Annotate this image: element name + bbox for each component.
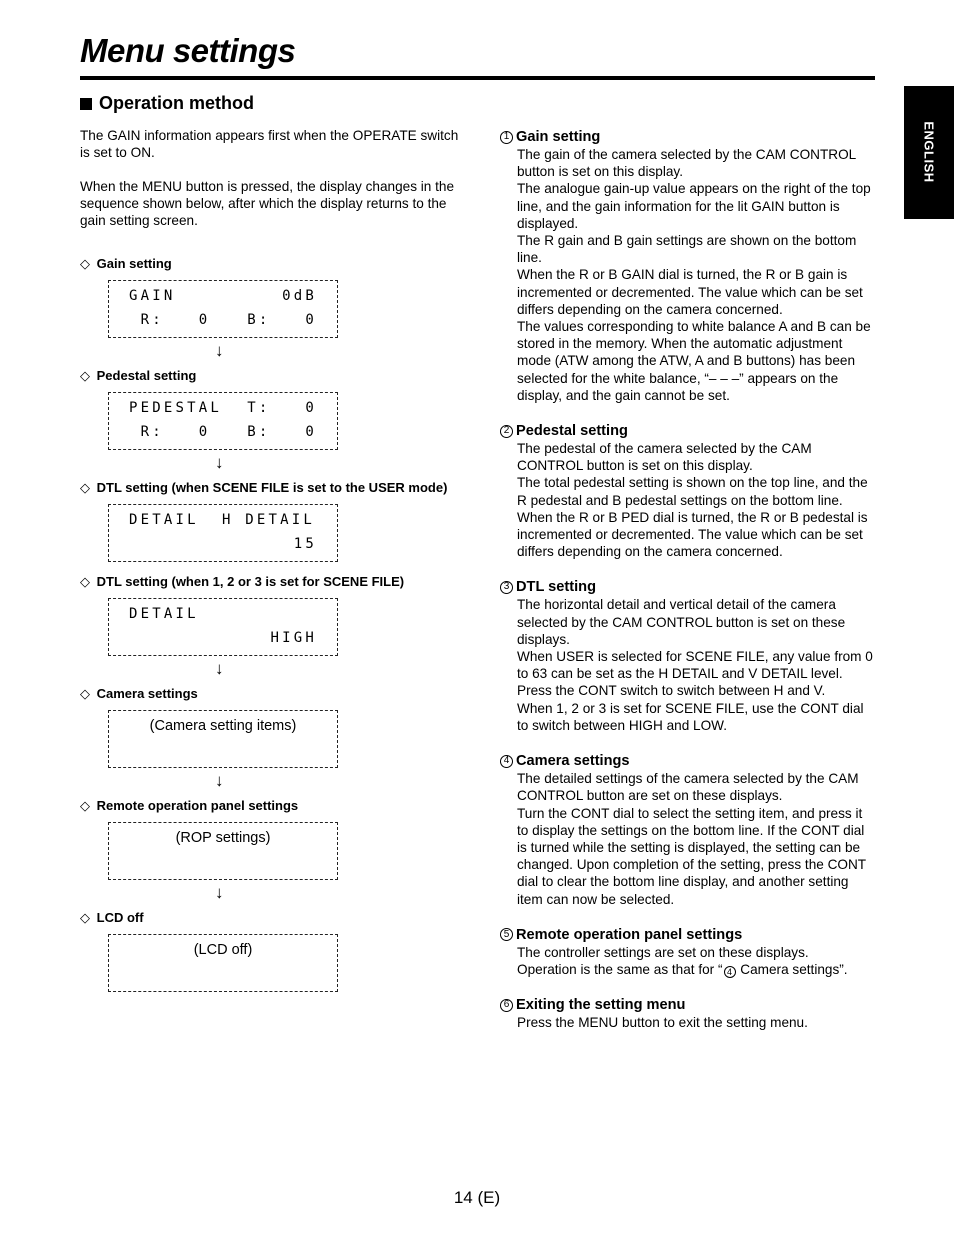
- detail-heading-text: Pedestal setting: [516, 423, 628, 440]
- detail-paragraph: The pedestal of the camera selected by the CAM CONTROL button is set on this display.: [517, 441, 812, 474]
- down-arrow-icon: ↓: [215, 341, 224, 360]
- lcd-line2-left: R: 0: [129, 312, 211, 328]
- lcd-line1-left: DETAIL H DETAIL: [129, 512, 316, 528]
- detail-paragraph: When 1, 2 or 3 is set for SCENE FILE, use the CONT dial to switch between HIGH and LOW.: [517, 700, 864, 733]
- detail-gain: [500, 128, 876, 404]
- lcd-display-dtl-scene: [108, 598, 338, 656]
- diamond-icon: ◇: [80, 686, 90, 701]
- sequence-label-text: Pedestal setting: [96, 368, 197, 383]
- detail-paragraph: When the R or B PED dial is turned, the R or B pedestal is incremented or decremented. The value which can be set differs depending on the camera concerned.: [517, 509, 868, 560]
- sequence-label-dtl-user: [80, 480, 447, 496]
- detail-body: [500, 440, 876, 560]
- sequence-label-text: DTL setting (when 1, 2 or 3 is set for SCENE FILE): [96, 574, 405, 589]
- sequence-label-camera: [80, 686, 198, 702]
- down-arrow-icon: ↓: [215, 659, 224, 678]
- language-tab: [904, 86, 954, 219]
- lcd-display-rop: [108, 822, 338, 880]
- sequence-label-text: Gain setting: [96, 256, 172, 271]
- lcd-display-camera: [108, 710, 338, 768]
- sequence-label-lcd-off: [80, 910, 144, 926]
- diamond-icon: ◇: [80, 798, 90, 813]
- detail-paragraph: The analogue gain-up value appears on the right of the top line, and the gain information for the lit GAIN button is displayed.: [517, 181, 871, 231]
- detail-paragraph: The horizontal detail and vertical detail of the camera selected by the CAM CONTROL button is set on these displays.: [517, 597, 846, 647]
- lcd-line2-right: 15: [293, 536, 317, 552]
- detail-paragraph: The values corresponding to white balance A and B can be stored in the memory. When the automatic adjustment mode (ATW among the ATW, A and B buttons) has been selected for the white balance, “– – –” appears on the display, and the gain cannot be set.: [517, 319, 871, 403]
- detail-heading: [500, 996, 876, 1014]
- sequence-label-dtl-scene: [80, 574, 404, 590]
- detail-heading: [500, 578, 876, 596]
- diamond-icon: ◇: [80, 368, 90, 383]
- detail-heading-text: Remote operation panel settings: [516, 926, 743, 943]
- sequence-label-text: Camera settings: [96, 686, 198, 701]
- page-number: 14 (E): [453, 1188, 501, 1207]
- circled-number-icon: 4: [724, 966, 736, 978]
- detail-paragraph: [517, 961, 876, 979]
- detail-exit: [500, 996, 876, 1031]
- page-title: Menu settings: [80, 32, 296, 69]
- diamond-icon: ◇: [80, 256, 90, 271]
- ref-text-before: Operation is the same as that for “: [517, 961, 723, 977]
- detail-paragraph: The gain of the camera selected by the CAM CONTROL button is set on this display.: [517, 147, 856, 180]
- diamond-icon: ◇: [80, 910, 90, 925]
- detail-heading: [500, 752, 876, 770]
- lcd-display-dtl-user: [108, 504, 338, 562]
- detail-rop: [500, 926, 876, 979]
- circled-number-icon: 1: [500, 131, 513, 144]
- lcd-line2-right: HIGH: [270, 630, 317, 646]
- diamond-icon: ◇: [80, 574, 90, 589]
- lcd-line1-right: T: 0: [247, 400, 317, 416]
- section-heading: [80, 93, 254, 114]
- detail-paragraph: When the R or B GAIN dial is turned, the R or B gain is incremented or decremented. The value which can be set differs depending on the camera concerned.: [517, 267, 863, 317]
- section-heading-text: Operation method: [99, 93, 255, 113]
- sequence-label-rop: [80, 798, 298, 814]
- down-arrow-icon: ↓: [215, 883, 224, 902]
- lcd-line1-right: 0dB: [282, 288, 317, 304]
- sequence-label-text: LCD off: [96, 910, 144, 925]
- lcd-display-gain: [108, 280, 338, 338]
- language-tab-label: ENGLISH: [921, 121, 937, 183]
- lcd-line2-left: R: 0: [129, 424, 211, 440]
- intro-text: [80, 127, 460, 229]
- detail-paragraph: The controller settings are set on these displays.: [517, 944, 809, 960]
- detail-heading: [500, 926, 876, 944]
- lcd-display-pedestal: [108, 392, 338, 450]
- circled-number-icon: 2: [500, 425, 513, 438]
- detail-heading-text: Exiting the setting menu: [516, 997, 686, 1014]
- sequence-label-text: DTL setting (when SCENE FILE is set to the USER mode): [96, 480, 448, 495]
- sequence-label-pedestal: [80, 368, 196, 384]
- detail-body: [500, 1014, 876, 1031]
- lcd-line1-left: PEDESTAL: [129, 400, 223, 416]
- lcd-line2-right: B: 0: [247, 424, 317, 440]
- detail-body: [500, 146, 876, 404]
- detail-paragraph: Press the MENU button to exit the setting menu.: [517, 1015, 808, 1031]
- sequence-label-gain: [80, 256, 172, 272]
- detail-paragraph: When USER is selected for SCENE FILE, any value from 0 to 63 can be set as the H DETAIL and V DETAIL level. Press the CONT switch to switch between H and V.: [517, 649, 873, 699]
- ref-text-after: Camera settings”.: [736, 961, 848, 977]
- circled-number-icon: 5: [500, 928, 513, 941]
- circled-number-icon: 3: [500, 581, 513, 594]
- detail-body: [500, 944, 876, 979]
- sequence-label-text: Remote operation panel settings: [96, 798, 299, 813]
- down-arrow-icon: ↓: [215, 453, 224, 472]
- detail-paragraph: The detailed settings of the camera selected by the CAM CONTROL button are set on these displays.: [517, 771, 859, 804]
- circled-number-icon: 6: [500, 999, 513, 1012]
- diamond-icon: ◇: [80, 480, 90, 495]
- detail-body: [500, 770, 876, 908]
- intro-paragraph: When the MENU button is pressed, the display changes in the sequence shown below, after which the display returns to the gain setting screen.: [80, 179, 455, 228]
- title-rule: [80, 76, 875, 80]
- lcd-text: (Camera setting items): [149, 718, 297, 734]
- details-column: [500, 128, 876, 1050]
- lcd-text: (LCD off): [193, 942, 253, 958]
- detail-heading-text: Gain setting: [516, 129, 601, 145]
- lcd-line2-right: B: 0: [247, 312, 317, 328]
- detail-heading-text: DTL setting: [516, 579, 596, 596]
- detail-camera: [500, 752, 876, 908]
- lcd-line1-left: GAIN: [129, 288, 176, 304]
- detail-heading: [500, 128, 876, 146]
- circled-number-icon: 4: [500, 755, 513, 768]
- down-arrow-icon: ↓: [215, 771, 224, 790]
- intro-paragraph: The GAIN information appears first when the OPERATE switch is set to ON.: [80, 128, 459, 160]
- detail-paragraph: The total pedestal setting is shown on the top line, and the R pedestal and B pedestal settings on the bottom line.: [517, 475, 868, 508]
- lcd-line1-left: DETAIL: [129, 606, 199, 622]
- detail-paragraph: The R gain and B gain settings are shown on the bottom line.: [517, 233, 857, 266]
- lcd-display-lcd-off: [108, 934, 338, 992]
- lcd-text: (ROP settings): [175, 830, 271, 846]
- detail-paragraph: Turn the CONT dial to select the setting item, and press it to display the settings on the bottom line. If the CONT dial is turned while the setting is displayed, the setting can be changed. Upon completion of the setting, press the CONT dial to clear the bottom line display, and another setting item can now be selected.: [517, 805, 866, 907]
- square-bullet-icon: [80, 98, 92, 110]
- detail-heading: [500, 422, 876, 440]
- detail-dtl: [500, 578, 876, 734]
- detail-heading-text: Camera settings: [516, 753, 630, 770]
- detail-pedestal: [500, 422, 876, 560]
- detail-body: [500, 596, 876, 734]
